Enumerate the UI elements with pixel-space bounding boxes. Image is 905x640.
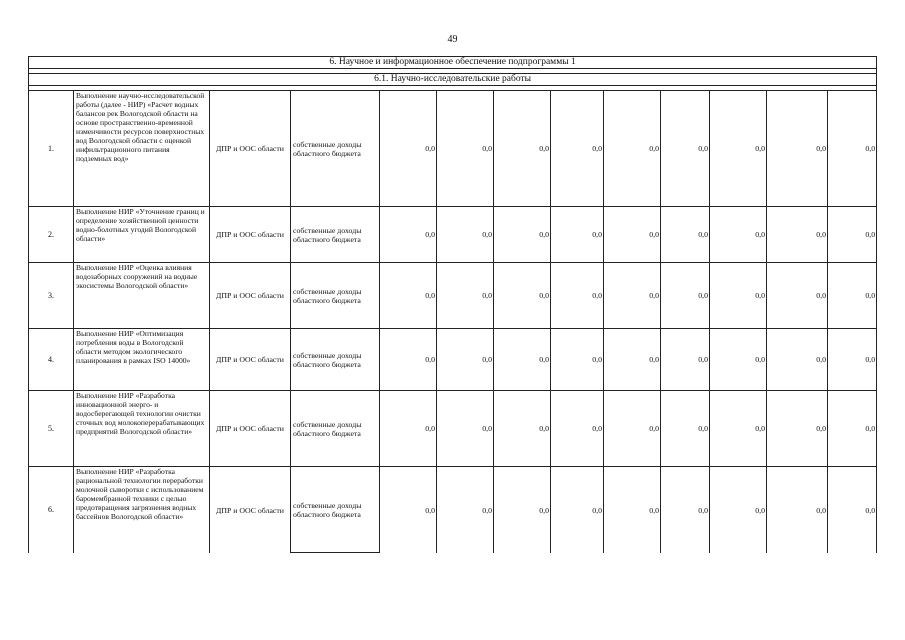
table-row [29,91,877,207]
funding-value: 0,0 [437,207,494,263]
activity-name: Выполнение научно-исследовательской работы (далее - НИР) «Расчет водных балансов рек Вологодской области на основе пространственно-временной изменчивости ресурсов поверхностных вод Вологодской области с оценкой инфильтрационного питания подземных вод» [74,91,210,207]
funding-value: 0,0 [767,207,828,263]
funding-value: 0,0 [494,467,551,553]
row-number: 5. [29,391,74,467]
funding-value: 0,0 [661,329,710,391]
funding-value: 0,0 [380,91,437,207]
funding-value: 0,0 [437,263,494,329]
funding-value: 0,0 [710,467,767,553]
funding-value: 0,0 [437,391,494,467]
funding-value: 0,0 [551,467,604,553]
funding-source: собственные доходы областного бюджета [291,329,380,391]
funding-value: 0,0 [828,207,877,263]
responsible-executor: ДПР и ООС области [210,91,291,207]
row-number: 6. [29,467,74,553]
funding-source: собственные доходы областного бюджета [291,391,380,467]
section-title: 6. Научное и информационное обеспечение подпрограммы 1 [29,57,877,69]
funding-value: 0,0 [494,391,551,467]
funding-value: 0,0 [604,91,661,207]
funding-value: 0,0 [710,329,767,391]
activity-name: Выполнение НИР «Разработка рациональной технологии переработки молочной сыворотки с использованием баромембранной техники с целью предотвращения загрязнения водных бассейнов Вологодской области» [74,467,210,553]
program-table-wrapper [28,56,877,553]
funding-value: 0,0 [551,329,604,391]
funding-value: 0,0 [767,467,828,553]
funding-value: 0,0 [494,91,551,207]
activity-name: Выполнение НИР «Уточнение границ и определение хозяйственной ценности водно-болотных угодий Вологодской области» [74,207,210,263]
table-row [29,207,877,263]
funding-value: 0,0 [551,391,604,467]
funding-value: 0,0 [767,329,828,391]
funding-value: 0,0 [551,263,604,329]
funding-value: 0,0 [710,207,767,263]
funding-value: 0,0 [661,263,710,329]
funding-value: 0,0 [380,329,437,391]
funding-value: 0,0 [494,329,551,391]
responsible-executor: ДПР и ООС области [210,263,291,329]
row-number: 1. [29,91,74,207]
funding-value: 0,0 [661,391,710,467]
funding-value: 0,0 [661,207,710,263]
activity-name: Выполнение НИР «Оценка влияния водозаборных сооружений на водные экосистемы Вологодской области» [74,263,210,329]
funding-value: 0,0 [661,91,710,207]
table-row [29,467,877,553]
funding-value: 0,0 [380,207,437,263]
funding-value: 0,0 [494,263,551,329]
funding-value: 0,0 [380,467,437,553]
program-table [28,56,877,553]
page-number: 49 [447,34,458,45]
funding-value: 0,0 [710,263,767,329]
funding-value: 0,0 [494,207,551,263]
funding-value: 0,0 [661,467,710,553]
funding-value: 0,0 [828,391,877,467]
funding-value: 0,0 [380,391,437,467]
responsible-executor: ДПР и ООС области [210,207,291,263]
activity-name: Выполнение НИР «Оптимизация потребления воды в Вологодской области методом экологического планирования в рамках ISO 14000» [74,329,210,391]
funding-source: собственные доходы областного бюджета [291,467,380,553]
activity-name: Выполнение НИР «Разработка инновационной энерго- и водосберегающей технологии очистки сточных вод молокоперерабатывающих предприятий Вологодской области» [74,391,210,467]
responsible-executor: ДПР и ООС области [210,329,291,391]
row-number: 4. [29,329,74,391]
funding-value: 0,0 [604,329,661,391]
funding-value: 0,0 [604,263,661,329]
row-number: 2. [29,207,74,263]
funding-value: 0,0 [828,263,877,329]
funding-value: 0,0 [437,91,494,207]
funding-value: 0,0 [437,329,494,391]
responsible-executor: ДПР и ООС области [210,467,291,553]
funding-value: 0,0 [604,391,661,467]
subsection-title: 6.1. Научно-исследовательские работы [29,74,877,86]
table-row [29,263,877,329]
funding-value: 0,0 [710,91,767,207]
funding-source: собственные доходы областного бюджета [291,91,380,207]
row-number: 3. [29,263,74,329]
funding-value: 0,0 [710,391,767,467]
funding-value: 0,0 [828,91,877,207]
funding-value: 0,0 [767,91,828,207]
funding-value: 0,0 [551,91,604,207]
funding-value: 0,0 [767,391,828,467]
funding-source: собственные доходы областного бюджета [291,207,380,263]
funding-value: 0,0 [604,207,661,263]
funding-value: 0,0 [551,207,604,263]
table-row [29,329,877,391]
funding-source: собственные доходы областного бюджета [291,263,380,329]
responsible-executor: ДПР и ООС области [210,391,291,467]
funding-value: 0,0 [380,263,437,329]
funding-value: 0,0 [604,467,661,553]
funding-value: 0,0 [767,263,828,329]
table-row [29,391,877,467]
funding-value: 0,0 [828,329,877,391]
funding-value: 0,0 [828,467,877,553]
funding-value: 0,0 [437,467,494,553]
